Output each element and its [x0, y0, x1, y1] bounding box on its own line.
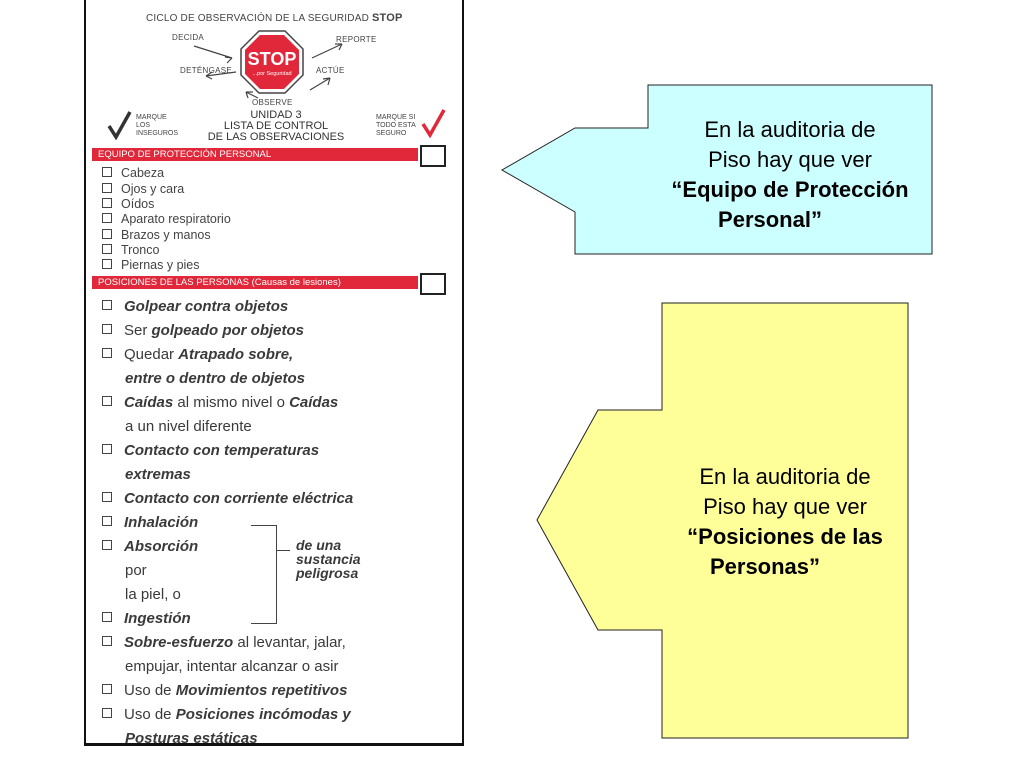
mark-unsafe-label: MARQUE LOS INSEGUROS: [136, 114, 179, 137]
position-item-cont: extremas: [125, 466, 191, 483]
ppe-item[interactable]: Piernas y pies: [102, 258, 200, 272]
position-item[interactable]: Caídas al mismo nivel o Caídas: [102, 394, 338, 412]
ppe-header: EQUIPO DE PROTECCIÓN PERSONAL: [92, 148, 418, 161]
position-item-cont: por: [125, 562, 147, 579]
position-item-cont: Posturas estáticas: [125, 730, 258, 747]
cycle-observe: OBSERVE: [252, 98, 293, 107]
position-item[interactable]: Contacto con temperaturas: [102, 442, 319, 460]
ppe-callout-text: En la auditoria de Piso hay que ver “Equipo de Protección Personal”: [671, 117, 909, 232]
svg-text:...por Seguridad: ...por Seguridad: [252, 71, 292, 77]
position-item-cont: la piel, o: [125, 586, 181, 603]
position-item[interactable]: Ser golpeado por objetos: [102, 322, 304, 340]
position-item-cont: entre o dentro de objetos: [125, 370, 306, 387]
ppe-item[interactable]: Tronco: [102, 243, 159, 257]
unit-subtitle: LISTA DE CONTROL: [223, 120, 329, 132]
cycle-decide: DECIDA: [172, 33, 205, 42]
cycle-act: ACTÚE: [316, 66, 345, 75]
position-item[interactable]: Sobre-esfuerzo al levantar, jalar,: [102, 634, 346, 652]
position-item[interactable]: Contacto con corriente eléctrica: [102, 490, 353, 508]
cycle-stop-yourself: DETÉNGASE: [180, 66, 233, 75]
position-item[interactable]: Ingestión: [102, 610, 191, 628]
positions-header: POSICIONES DE LAS PERSONAS (Causas de lesiones): [92, 276, 418, 289]
ppe-item[interactable]: Cabeza: [102, 166, 164, 180]
ppe-item[interactable]: Oídos: [102, 197, 154, 211]
cycle-title: CICLO DE OBSERVACIÓN DE LA SEGURIDAD STOP: [146, 12, 403, 24]
position-item-cont: empujar, intentar alcanzar o asir: [125, 658, 339, 675]
position-item[interactable]: Uso de Posiciones incómodas y: [102, 706, 351, 724]
cycle-report: REPORTE: [336, 35, 377, 44]
ppe-item[interactable]: Ojos y cara: [102, 182, 184, 196]
mark-safe-label: MARQUE SI TODO ESTA SEGURO: [376, 114, 416, 137]
position-item[interactable]: Inhalación: [102, 514, 198, 532]
position-item[interactable]: Uso de Movimientos repetitivos: [102, 682, 347, 700]
ppe-item[interactable]: Brazos y manos: [102, 228, 211, 242]
position-item[interactable]: Quedar Atrapado sobre,: [102, 346, 293, 364]
svg-text:STOP: STOP: [247, 49, 297, 69]
ppe-item[interactable]: Aparato respiratorio: [102, 212, 231, 226]
position-item[interactable]: Absorción: [102, 538, 198, 556]
position-item[interactable]: Golpear contra objetos: [102, 298, 288, 316]
unit-title: UNIDAD 3: [250, 109, 302, 121]
position-item-cont: a un nivel diferente: [125, 418, 252, 435]
positions-callout-text: En la auditoria de Piso hay que ver “Posiciones de las Personas”: [687, 464, 883, 579]
substance-label: de una sustancia peligrosa: [296, 537, 361, 581]
unit-subtitle-2: DE LAS OBSERVACIONES: [207, 131, 345, 143]
